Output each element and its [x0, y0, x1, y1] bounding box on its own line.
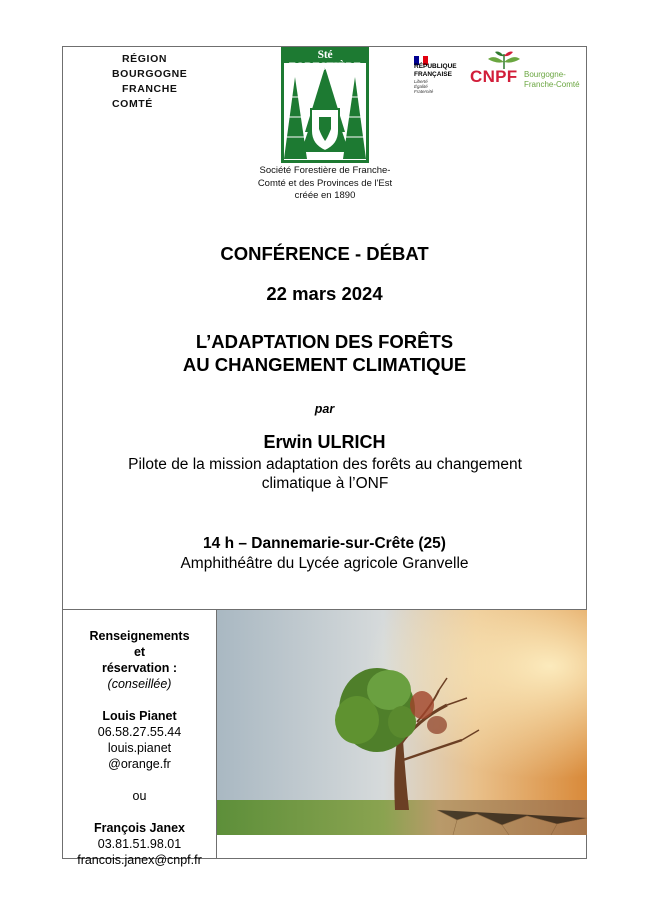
society-line: Comté et des Provinces de l'Est: [257, 177, 393, 189]
region-logo-line: RÉGION: [122, 53, 168, 65]
topic-line: AU CHANGEMENT CLIMATIQUE: [182, 354, 467, 375]
republique-name: [414, 63, 474, 78]
republique-motto: [414, 79, 444, 94]
republique-name-line: FRANÇAISE: [414, 70, 452, 78]
motto-line: Fraternité: [414, 89, 434, 94]
motto-line: Liberté: [414, 79, 428, 84]
societe-forestiere-emblem: [281, 47, 369, 163]
cnpf-region-line: Franche-Comté: [524, 80, 580, 89]
society-description: [230, 165, 420, 203]
contact-name: Louis Pianet: [102, 709, 177, 723]
republique-name-line: RÉPUBLIQUE: [414, 63, 457, 70]
cnpf-region-line: Bourgogne-: [524, 70, 566, 79]
contact-heading-line: réservation :: [101, 661, 178, 675]
cnpf-name: CNPF: [470, 67, 518, 86]
contact-phone[interactable]: 06.58.27.55.44: [97, 725, 182, 739]
society-line: créée en 1890: [294, 190, 356, 201]
speaker-role: [90, 455, 560, 493]
contact-note: (conseillée): [107, 677, 172, 691]
speaker-name: Erwin ULRICH: [263, 432, 386, 452]
climate-tree-image: [217, 610, 587, 835]
contact-email-line[interactable]: louis.pianet: [107, 741, 172, 755]
contact-block: [63, 628, 216, 868]
region-logo-line: FRANCHE: [122, 83, 178, 95]
event-title: CONFÉRENCE - DÉBAT: [220, 243, 429, 264]
by-label: par: [314, 402, 335, 416]
event-time-place: 14 h – Dannemarie-sur-Crête (25): [203, 535, 446, 552]
motto-line: Égalité: [414, 84, 428, 89]
role-line: Pilote de la mission adaptation des forêts au changement: [128, 456, 522, 473]
contact-heading-line: et: [133, 645, 146, 659]
topic-line: L’ADAPTATION DES FORÊTS: [195, 331, 454, 352]
event-date: 22 mars 2024: [266, 283, 383, 304]
society-line: Société Forestière de Franche-: [259, 165, 391, 176]
climate-tree-photo: [217, 610, 587, 835]
contact-phone[interactable]: 03.81.51.98.01: [97, 837, 182, 851]
role-line: climatique à l’ONF: [261, 475, 389, 492]
contact-email[interactable]: francois.janex@cnpf.fr: [77, 853, 202, 867]
republique-francaise-logo: [414, 50, 464, 96]
region-logo: [112, 52, 202, 114]
emblem-title: Sté FORESTIÈRE: [288, 49, 362, 73]
contact-name: François Janex: [93, 821, 185, 835]
contact-heading-line: Renseignements: [89, 629, 190, 643]
contact-email-line[interactable]: @orange.fr: [108, 757, 171, 771]
or-separator: ou: [132, 789, 147, 803]
region-logo-line: BOURGOGNE: [112, 68, 188, 80]
cnpf-region: [524, 70, 580, 90]
event-venue: Amphithéâtre du Lycée agricole Granvelle: [180, 555, 469, 572]
french-flag-icon: [414, 52, 428, 61]
event-topic: [62, 330, 587, 376]
cnpf-logo: [470, 50, 585, 94]
region-logo-line: COMTÉ: [112, 98, 153, 110]
